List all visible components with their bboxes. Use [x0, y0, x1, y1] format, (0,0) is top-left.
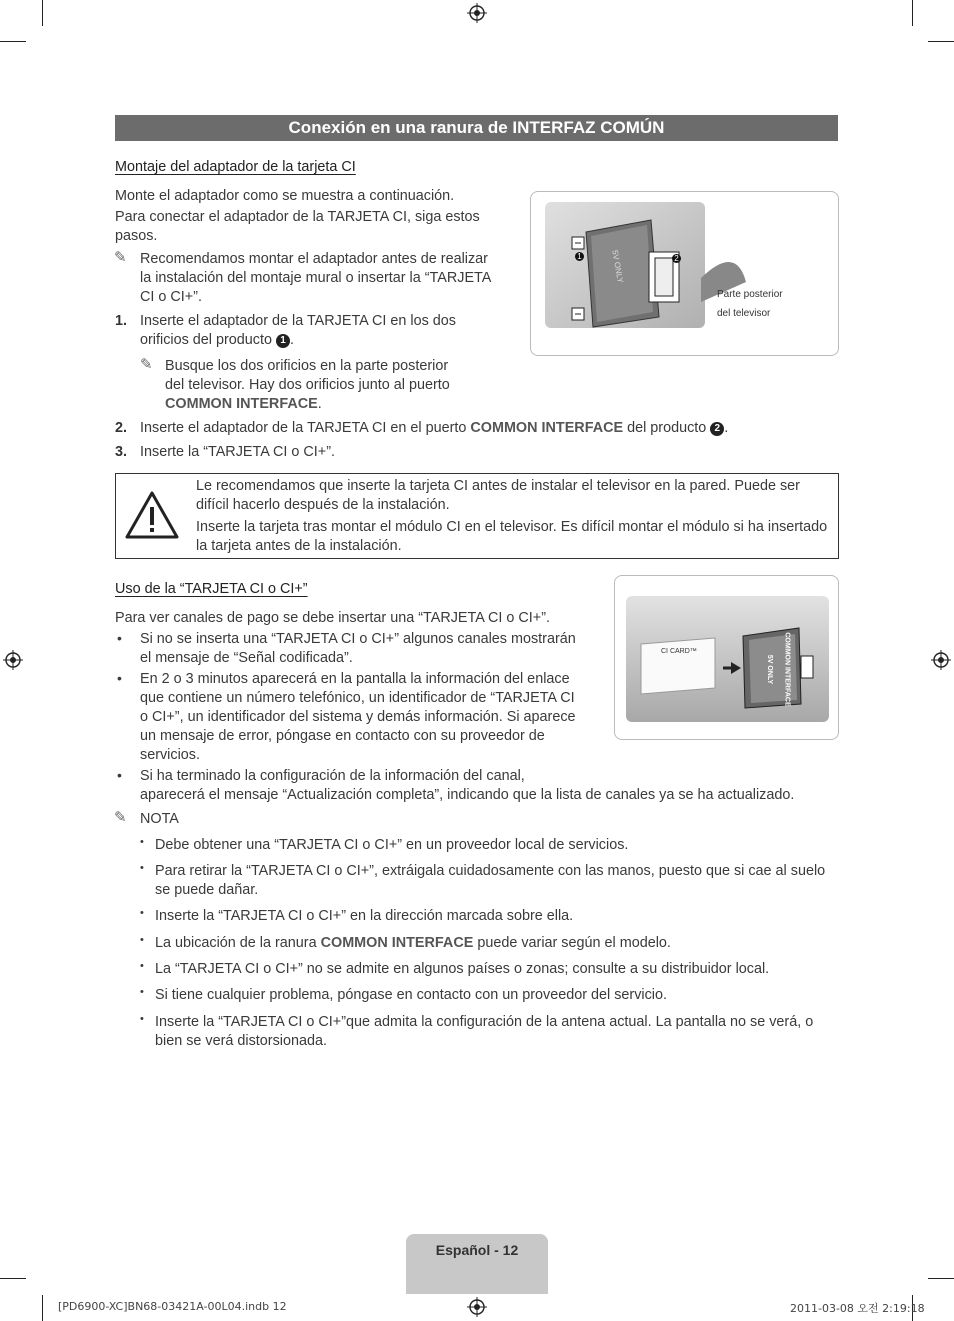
nota-4: La ubicación de la ranura COMMON INTERFACE puede variar según el modelo. — [155, 935, 671, 951]
footer-file: [PD6900-XC]BN68-03421A-00L04.indb 12 — [58, 1300, 287, 1313]
marker-1: 1 — [276, 334, 290, 348]
nota-label: NOTA — [140, 811, 179, 827]
usage-b2c: o CI+”, un identificador del sistema y demás información. Si aparece — [140, 709, 576, 725]
note-2a: Busque los dos orificios en la parte posterior — [165, 358, 449, 374]
bullet: • — [117, 630, 122, 646]
figure-marker-1: 1 — [575, 252, 584, 261]
figure-adapter-text: 5V ONLY — [610, 249, 625, 284]
step-1a: Inserte el adaptador de la TARJETA CI en los dos — [140, 313, 456, 329]
note-1c: CI o CI+”. — [140, 289, 202, 305]
figure-caption-1: Parte posterior — [717, 289, 783, 300]
page-label: Español - 12 — [435, 1242, 519, 1258]
nota-2a: Para retirar la “TARJETA CI o CI+”, extráigala cuidadosamente con las manos, puesto que si cae al suelo — [155, 863, 826, 879]
warning-line-2: difícil hacerlo después de la instalación. — [196, 497, 450, 513]
usage-b2a: En 2 o 3 minutos aparecerá en la pantalla la información del enlace — [140, 671, 570, 687]
bullet: • — [140, 934, 144, 946]
nota-3: Inserte la “TARJETA CI o CI+” en la dirección marcada sobre ella. — [155, 908, 574, 924]
mount-intro-2b: pasos. — [115, 228, 158, 244]
usage-intro: Para ver canales de pago se debe insertar una “TARJETA CI o CI+”. — [115, 610, 550, 626]
note-2c: COMMON INTERFACE. — [165, 396, 322, 412]
registration-mark-icon — [931, 650, 951, 670]
step-2: Inserte el adaptador de la TARJETA CI en el puerto COMMON INTERFACE del producto 2 . — [140, 420, 729, 436]
step-3: Inserte la “TARJETA CI o CI+”. — [140, 444, 335, 460]
usage-b2d: un mensaje de error, póngase en contacto con su proveedor de — [140, 728, 545, 744]
nota-6: Si tiene cualquier problema, póngase en contacto con un proveedor del servicio. — [155, 987, 667, 1003]
step-1b: orificios del producto 1 . — [140, 332, 294, 348]
note-2b: del televisor. Hay dos orificios junto al puerto — [165, 377, 450, 393]
marker-2: 2 — [710, 422, 724, 436]
registration-mark-icon — [467, 1297, 487, 1317]
figure-marker-2: 2 — [672, 254, 681, 263]
usage-b3b: aparecerá el mensaje “Actualización completa”, indicando que la lista de canales ya se ha actualizado. — [140, 787, 795, 803]
bullet: • — [117, 767, 122, 783]
nota-5: La “TARJETA CI o CI+” no se admite en algunos países o zonas; consulte a su distribuidor local. — [155, 961, 770, 977]
bullet: • — [140, 1013, 144, 1025]
usage-subtitle: Uso de la “TARJETA CI o CI+” — [115, 581, 308, 597]
slot-label-2: 5V ONLY — [766, 654, 774, 685]
mount-intro-2a: Para conectar el adaptador de la TARJETA CI, siga estos — [115, 209, 480, 225]
note-pen-icon: ✎ — [140, 356, 153, 373]
step-1-number: 1. — [115, 313, 128, 329]
crop-mark — [928, 1278, 954, 1279]
bullet: • — [140, 907, 144, 919]
usage-b2e: servicios. — [140, 747, 200, 763]
warning-line-1: Le recomendamos que inserte la tarjeta CI antes de instalar el televisor en la pared. Puede ser — [196, 478, 800, 494]
warning-box — [115, 473, 839, 559]
note-1b: la instalación del montaje mural o insertar la “TARJETA — [140, 270, 492, 286]
nota-2b: se puede dañar. — [155, 882, 259, 898]
crop-mark — [928, 41, 954, 42]
bullet: • — [140, 986, 144, 998]
bullet: • — [117, 670, 122, 686]
note-pen-icon: ✎ — [114, 249, 127, 266]
page-number-tab — [406, 1234, 548, 1294]
section-title: Conexión en una ranura de INTERFAZ COMÚN — [115, 115, 838, 141]
warning-line-3: Inserte la tarjeta tras montar el módulo CI en el televisor. Es difícil montar el módulo si ha insertado — [196, 519, 828, 535]
mount-intro-1: Monte el adaptador como se muestra a continuación. — [115, 188, 455, 204]
adapter-figure — [530, 191, 839, 356]
step-3-number: 3. — [115, 444, 128, 460]
figure-caption-2: del televisor — [717, 308, 771, 319]
step-2-number: 2. — [115, 420, 128, 436]
usage-b3a: Si ha terminado la configuración de la información del canal, — [140, 768, 525, 784]
registration-mark-icon — [467, 3, 487, 23]
bullet: • — [140, 836, 144, 848]
crop-mark — [912, 0, 913, 26]
bullet: • — [140, 862, 144, 874]
crop-mark — [0, 1278, 26, 1279]
warning-triangle-icon — [124, 490, 180, 540]
usage-b2b: que contiene un número telefónico, un identificador de “TARJETA CI — [140, 690, 575, 706]
crop-mark — [42, 0, 43, 26]
usage-b1a: Si no se inserta una “TARJETA CI o CI+” algunos canales mostrarán — [140, 631, 576, 647]
note-1a: Recomendamos montar el adaptador antes de realizar — [140, 251, 488, 267]
usage-b1b: el mensaje de “Señal codificada”. — [140, 650, 353, 666]
footer-timestamp: 2011-03-08 오전 2:19:18 — [790, 1302, 925, 1315]
nota-1: Debe obtener una “TARJETA CI o CI+” en un proveedor local de servicios. — [155, 837, 629, 853]
crop-mark — [0, 41, 26, 42]
nota-7b: bien se verá distorsionada. — [155, 1033, 327, 1049]
ci-card-label: CI CARD™ — [661, 648, 697, 655]
slot-label-1: COMMON INTERFACE — [783, 632, 791, 707]
note-pen-icon: ✎ — [114, 809, 127, 826]
bullet: • — [140, 960, 144, 972]
crop-mark — [42, 1295, 43, 1321]
mount-subtitle: Montaje del adaptador de la tarjeta CI — [115, 159, 356, 175]
registration-mark-icon — [3, 650, 23, 670]
warning-line-4: la tarjeta antes de la instalación. — [196, 538, 402, 554]
ci-card-figure — [614, 575, 839, 740]
nota-7a: Inserte la “TARJETA CI o CI+”que admita la configuración de la antena actual. La pantalla no se verá, o — [155, 1014, 814, 1030]
